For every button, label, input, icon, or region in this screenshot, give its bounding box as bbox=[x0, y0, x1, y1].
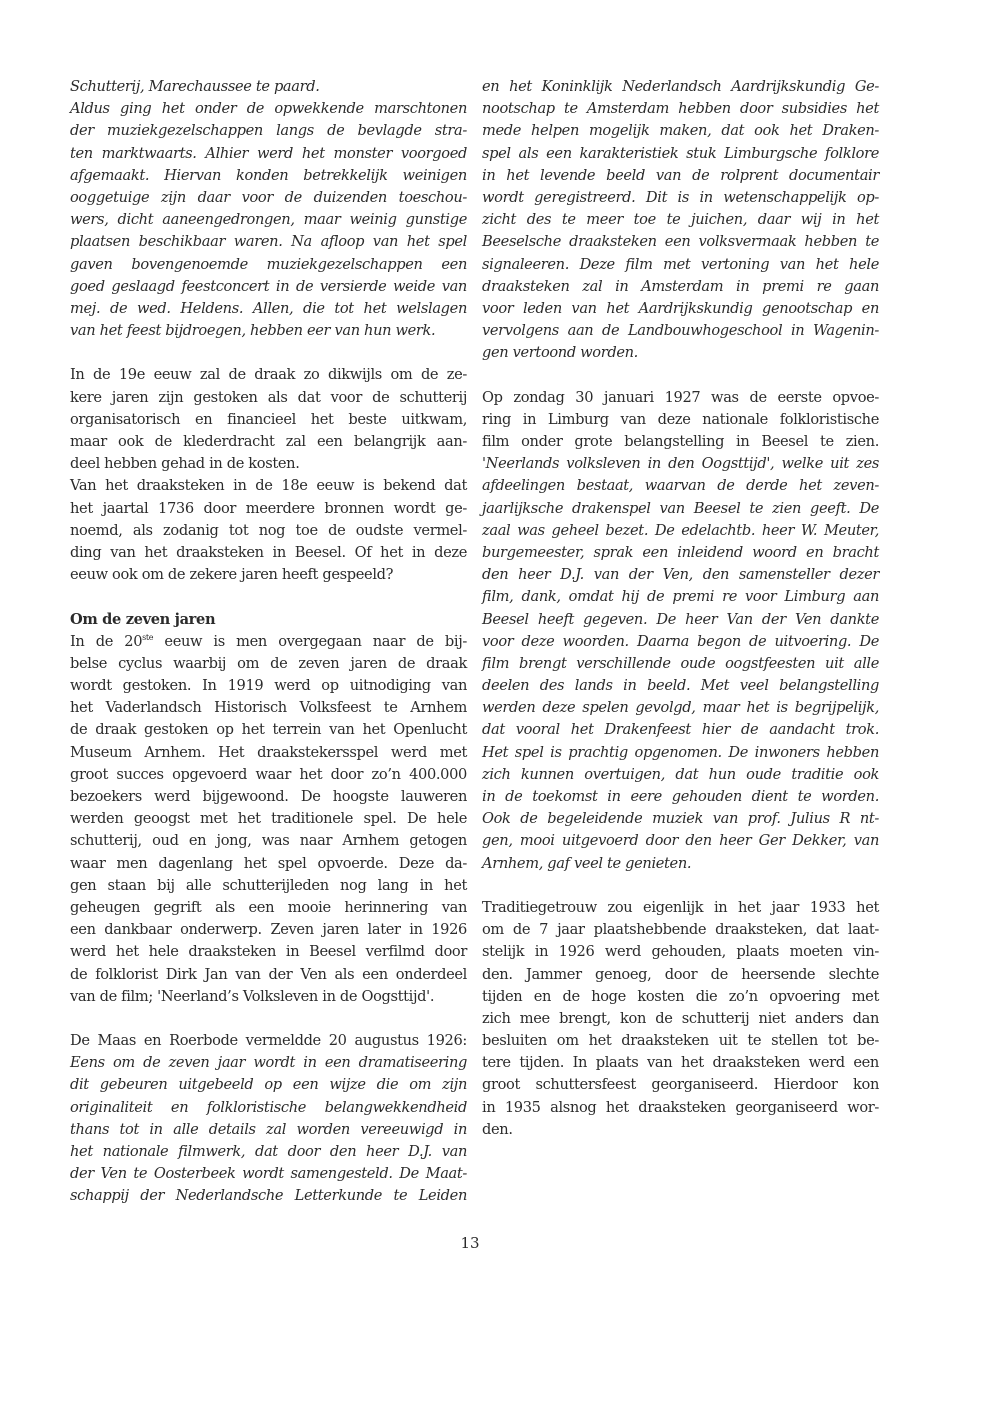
text-line: gaven bovengenoemde muziekgezelschappen een bbox=[70, 255, 467, 273]
text-line: Ook de begeleidende muziek van prof. Julius R nt- bbox=[482, 810, 879, 828]
text-line: ring in Limburg van deze nationale folkloristische bbox=[482, 410, 879, 428]
paragraph-parade-account bbox=[70, 76, 467, 342]
text-line: de draak gestoken op het terrein van het Openlucht bbox=[70, 721, 467, 739]
text-line: gen vertoond worden. bbox=[482, 344, 638, 362]
text-line: bezoekers werd bijgewoond. De hoogste lauweren bbox=[70, 788, 467, 805]
text-line: het nationale filmwerk, dat door den heer D.J. van bbox=[70, 1143, 467, 1160]
text-line: het Vaderlandsch Historisch Volksfeest te Arnhem bbox=[70, 699, 467, 717]
superscript: ste bbox=[142, 632, 154, 642]
text-line: tijden en de hoge kosten die zo’n opvoering met bbox=[482, 987, 879, 1005]
text-line: De Maas en Roerbode vermeldde 20 augustus 1926: bbox=[70, 1032, 467, 1050]
text-line: film brengt verschillende oude oogstfeesten uit alle bbox=[482, 654, 879, 672]
text-line: wordt geregistreerd. Dit is in wetenschappelijk op- bbox=[482, 188, 879, 206]
text-line: in het levende beeld van de rolprent documentair bbox=[482, 166, 879, 184]
text-line: Op zondag 30 januari 1927 was de eerste opvoe- bbox=[482, 388, 879, 406]
text-line bbox=[70, 631, 467, 653]
section-heading: Om de zeven jaren bbox=[70, 610, 216, 628]
text-line: film, dank, omdat hij de premi re voor Limburg aan bbox=[482, 588, 879, 606]
text-line: Eens om de zeven jaar wordt in een dramatiseering bbox=[70, 1054, 467, 1072]
text-line: dat vooral het Drakenfeest hier de aandacht trok. bbox=[482, 721, 879, 739]
text-line: afdeelingen bestaat, waarvan de derde het zeven- bbox=[482, 477, 879, 495]
text-line: schappij der Nederlandsche Letterkunde te Leiden bbox=[70, 1187, 467, 1205]
text-line: film onder grote belangstelling in Beesel te zien. bbox=[482, 433, 879, 450]
text-line: Traditiegetrouw zou eigenlijk in het jaar 1933 het bbox=[482, 898, 879, 916]
text-line: afgemaakt. Hiervan konden betrekkelijk weinigen bbox=[70, 166, 467, 184]
text-line: van het feest bijdroegen, hebben eer van hun werk. bbox=[70, 322, 436, 340]
text-line: zich kunnen overtuigen, dat hun oude traditie ook bbox=[482, 765, 879, 783]
paragraph-gap bbox=[482, 875, 879, 897]
text-line: ten marktwaarts. Alhier werd het monster voorgoed bbox=[70, 144, 467, 162]
text-line: wers, dicht aaneengedrongen, maar weinig gunstige bbox=[70, 211, 467, 229]
text-line: signaleeren. Deze film met vertoning van het hele bbox=[482, 255, 879, 273]
text-line: dit gebeuren uitgebeeld op een wijze die om zijn bbox=[70, 1076, 467, 1094]
text-line: voor deze woorden. Daarna begon de uitvoering. De bbox=[482, 632, 879, 650]
text-line: gen staan bij alle schutterijleden nog lang in het bbox=[70, 876, 467, 894]
text-line: Museum Arnhem. Het draakstekersspel werd met bbox=[70, 743, 467, 761]
text-line: kere jaren zijn gestoken als dat voor de schutterij bbox=[70, 388, 467, 406]
text-line: Van het draaksteken in de 18e eeuw is bekend dat bbox=[70, 477, 467, 495]
text-line: deelen des lands in beeld. Met veel belangstelling bbox=[482, 677, 879, 695]
text-line: besluiten om het draaksteken uit te stellen tot be- bbox=[482, 1032, 879, 1050]
text-line: werden geoogst met het traditionele spel. De hele bbox=[70, 810, 467, 828]
text-line: vervolgens aan de Landbouwhogeschool in Wagenin- bbox=[482, 322, 879, 340]
text-line: der Ven te Oosterbeek wordt samengesteld. De Maat- bbox=[70, 1165, 467, 1183]
text-line: het jaartal 1736 door meerdere bronnen wordt ge- bbox=[70, 499, 467, 517]
text-line: gen, mooi uitgevoerd door den heer Ger Dekker, van bbox=[482, 832, 879, 850]
text-fragment: eeuw is men overgegaan naar de bij- bbox=[153, 632, 467, 650]
text-line: organisatorisch en financieel het beste uitkwam, bbox=[70, 410, 467, 428]
text-line: noemd, als zodanig tot nog toe de oudste vermel- bbox=[70, 521, 467, 539]
text-line: wordt gestoken. In 1919 werd op uitnodiging van bbox=[70, 677, 467, 695]
text-line: mede helpen mogelijk maken, dat ook het Draken- bbox=[482, 122, 879, 140]
text-line: zicht des te meer toe te juichen, daar wij in het bbox=[482, 211, 879, 229]
left-column bbox=[70, 76, 467, 1208]
text-line: spel als een karakteristiek stuk Limburgsche folklore bbox=[482, 144, 879, 162]
paragraph-19th-century bbox=[70, 364, 467, 475]
paragraph-gap bbox=[70, 342, 467, 364]
text-line: eeuw ook om de zekere jaren heeft gespeeld? bbox=[70, 566, 394, 584]
text-line: schutterij, oud en jong, was naar Arnhem getogen bbox=[70, 832, 467, 850]
paragraph-gap bbox=[70, 1008, 467, 1030]
text-line: in de toekomst in eere gehouden dient te worden. bbox=[482, 788, 879, 805]
text-line: deel hebben gehad in de kosten. bbox=[70, 455, 300, 473]
text-line: ooggetuige zijn daar voor de duizenden toeschou- bbox=[70, 188, 467, 206]
paragraph-1933-1935 bbox=[482, 897, 879, 1141]
text-line: den. Jammer genoeg, door de heersende slechte bbox=[482, 965, 879, 983]
text-line: Arnhem, gaf veel te genieten. bbox=[482, 854, 692, 872]
text-line: werden deze spelen gevolgd, maar het is begrijpelijk, bbox=[482, 699, 879, 717]
text-line: van de film; 'Neerland’s Volksleven in de Oogsttijd'. bbox=[70, 987, 435, 1005]
text-line: Aldus ging het onder de opwekkende marschtonen bbox=[70, 100, 467, 118]
page-number: 13 bbox=[460, 1234, 480, 1252]
text-line: de folklorist Dirk Jan van der Ven als een onderdeel bbox=[70, 965, 467, 983]
text-line: waar men dagenlang het spel opvoerde. Deze da- bbox=[70, 854, 467, 872]
text-fragment: In de 20 bbox=[70, 632, 143, 650]
text-line: ding van het draaksteken in Beesel. Of het in deze bbox=[70, 543, 467, 561]
text-line: originaliteit en folkloristische belangwekkendheid bbox=[70, 1098, 467, 1116]
text-line: zich mee brengt, kon de schutterij niet anders dan bbox=[482, 1009, 879, 1027]
text-line: nootschap te Amsterdam hebben door subsidies het bbox=[482, 100, 879, 118]
text-line: Beeselsche draaksteken een volksvermaak hebben te bbox=[482, 233, 879, 251]
text-line: draaksteken zal in Amsterdam in premi re gaan bbox=[482, 277, 879, 295]
paragraph-quote-continued bbox=[482, 76, 879, 364]
paragraph-gap bbox=[482, 364, 879, 386]
paragraph-gap bbox=[70, 586, 467, 608]
text-line: maar ook de klederdracht zal een belangrijk aan- bbox=[70, 433, 467, 450]
paragraph-premiere-1927 bbox=[482, 387, 879, 875]
text-line: werd het hele draaksteken in Beesel verfilmd door bbox=[70, 943, 467, 961]
text-line: In de 19e eeuw zal de draak zo dikwijls om de ze- bbox=[70, 366, 467, 384]
paragraph-18th-century bbox=[70, 475, 467, 586]
paragraph-newspaper-quote bbox=[70, 1030, 467, 1208]
text-line: plaatsen beschikbaar waren. Na afloop van het spel bbox=[70, 233, 467, 251]
text-line: Het spel is prachtig opgenomen. De inwoners hebben bbox=[482, 743, 879, 761]
text-line: zaal was geheel bezet. De edelachtb. heer W. Meuter, bbox=[482, 521, 879, 539]
right-column bbox=[482, 76, 879, 1141]
text-line: jaarlijksche drakenspel van Beesel te zien geeft. De bbox=[482, 499, 879, 517]
text-line: Schutterij, Marechaussee te paard. bbox=[70, 78, 320, 95]
text-line: tere tijden. In plaats van het draaksteken werd een bbox=[482, 1054, 879, 1072]
text-line: om de 7 jaar plaatshebbende draaksteken, dat laat- bbox=[482, 921, 879, 939]
text-line: mej. de wed. Heldens. Allen, die tot het welslagen bbox=[70, 299, 467, 317]
text-line: thans tot in alle details zal worden vereeuwigd in bbox=[70, 1120, 467, 1138]
text-line: groot succes opgevoerd waar het door zo’n 400.000 bbox=[70, 765, 467, 783]
text-line: belse cyclus waarbij om de zeven jaren de draak bbox=[70, 654, 467, 672]
text-line: 'Neerlands volksleven in den Oogsttijd', welke uit zes bbox=[482, 455, 879, 473]
text-line: geheugen gegrift als een mooie herinnering van bbox=[70, 898, 467, 916]
text-line: een dankbaar onderwerp. Zeven jaren later in 1926 bbox=[70, 921, 467, 939]
text-line: groot schuttersfeest georganiseerd. Hierdoor kon bbox=[482, 1076, 879, 1094]
text-line: voor leden van het Aardrijkskundig genootschap en bbox=[482, 299, 879, 317]
text-line: goed geslaagd feestconcert in de versierde weide van bbox=[70, 277, 467, 295]
text-line: burgemeester, sprak een inleidend woord en bracht bbox=[482, 543, 879, 561]
text-line: stelijk in 1926 werd gehouden, plaats moeten vin- bbox=[482, 943, 879, 961]
text-line: der muziekgezelschappen langs de bevlagde stra- bbox=[70, 122, 467, 140]
text-line: den heer D.J. van der Ven, den samensteller dezer bbox=[482, 566, 879, 584]
paragraph-seven-years bbox=[70, 631, 467, 1008]
text-line: Beesel heeft gegeven. De heer Van der Ven dankte bbox=[482, 610, 879, 628]
text-line: in 1935 alsnog het draaksteken georganiseerd wor- bbox=[482, 1098, 879, 1116]
text-line: en het Koninklijk Nederlandsch Aardrijkskundig Ge- bbox=[482, 78, 879, 95]
text-line: den. bbox=[482, 1120, 513, 1138]
